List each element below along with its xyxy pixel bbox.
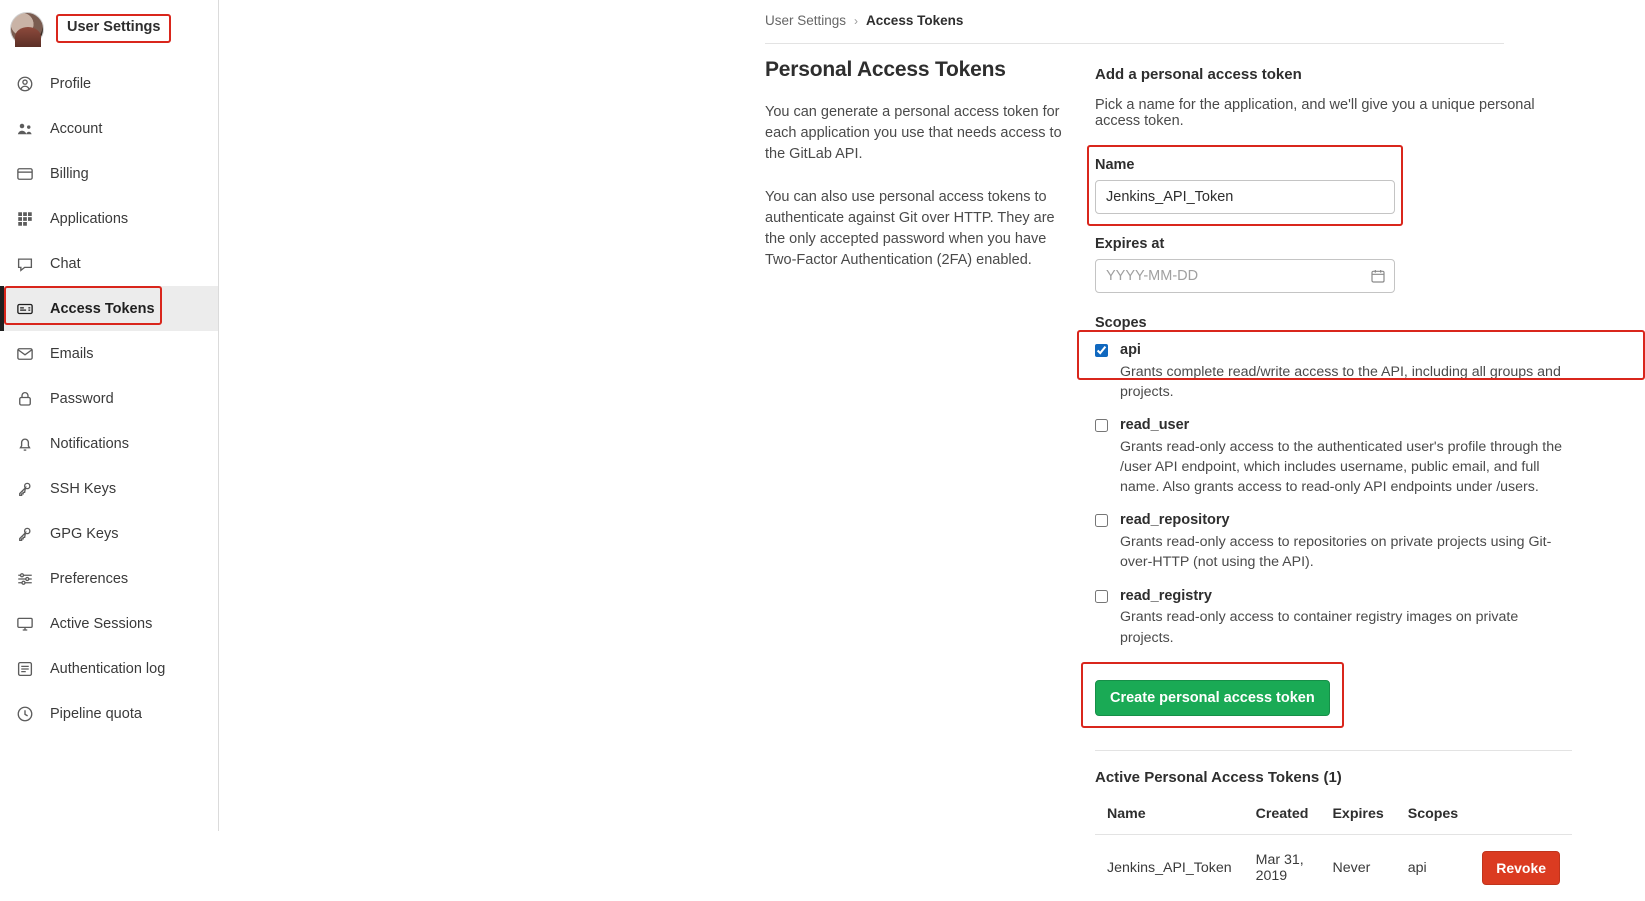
scope-row-api [1095,341,1572,402]
column-header-scopes: Scopes [1396,800,1470,835]
column-header-created: Created [1244,800,1321,835]
token-name-input[interactable] [1095,180,1395,214]
sidebar-item-label: Profile [50,75,92,92]
section-divider [1095,750,1572,751]
scope-description: Grants read-only access to container registry images on private projects. [1120,609,1519,646]
create-personal-access-token-button[interactable]: Create personal access token [1095,680,1330,716]
scope-name: read_user [1120,417,1190,434]
scope-checkbox-read-registry[interactable] [1095,590,1108,603]
sidebar-item-label: Account [50,120,103,137]
cell-token-scopes: api [1407,859,1427,876]
sidebar-item-preferences[interactable] [0,556,218,601]
sidebar-item-label: Active Sessions [50,615,153,632]
scope-checkbox-read-user[interactable] [1095,419,1108,432]
sidebar-item-label: Applications [50,210,129,227]
list-log-icon [16,660,34,678]
page-title: User Settings [56,14,171,43]
main-content [219,0,1562,884]
sidebar-item-password[interactable] [0,376,218,421]
active-tokens-title: Active Personal Access Tokens (1) [1095,768,1342,786]
scope-description: Grants complete read/write access to the API, including all groups and projects. [1120,363,1561,400]
chat-bubble-icon [16,255,34,273]
scope-name: read_repository [1120,512,1230,529]
name-field-group [1087,145,1403,224]
form-title: Add a personal access token [1095,66,1302,83]
sidebar-item-label: Preferences [50,570,129,587]
scope-checkbox-api[interactable] [1095,344,1108,357]
token-form-column [1095,58,1572,901]
intro-column [765,58,1095,901]
scopes-label: Scopes [1095,315,1147,331]
sidebar-item-label: Emails [50,345,94,362]
account-icon [16,120,34,138]
breadcrumb-current: Access Tokens [866,13,964,28]
scope-name: api [1120,342,1141,358]
sidebar-item-label: Authentication log [50,660,166,677]
key-icon [16,480,34,498]
column-header-name: Name [1095,800,1244,835]
sidebar-item-label: Password [50,390,114,407]
cell-token-expires: Never [1332,859,1371,876]
sidebar-item-gpg-keys[interactable] [0,511,218,556]
sidebar-item-label: Chat [50,255,81,272]
sidebar-item-applications[interactable] [0,196,218,241]
scope-row-read-user [1095,416,1572,497]
bell-icon [16,435,34,453]
sliders-icon [16,570,34,588]
calendar-icon[interactable] [1370,268,1386,284]
grid-apps-icon [16,210,34,228]
sidebar-item-emails[interactable] [0,331,218,376]
sidebar-item-chat[interactable] [0,241,218,286]
intro-paragraph-1: You can generate a personal access token for each application you use that needs access to the GitLab API. [765,104,1062,163]
sidebar-item-notifications[interactable] [0,421,218,466]
lock-icon [16,390,34,408]
sidebar-item-billing[interactable] [0,151,218,196]
sidebar-item-active-sessions[interactable] [0,601,218,646]
user-circle-icon [16,75,34,93]
sidebar-item-account[interactable] [0,106,218,151]
sidebar-item-label: SSH Keys [50,480,117,497]
table-header-row [1095,800,1572,835]
table-row [1095,834,1572,901]
sidebar-item-label: GPG Keys [50,525,119,542]
sidebar-item-pipeline-quota[interactable] [0,691,218,736]
chevron-right-icon: › [854,13,859,28]
sidebar-nav [0,57,218,736]
sidebar-item-label: Pipeline quota [50,705,142,722]
scope-name: read_registry [1120,587,1212,604]
expires-field-group [1095,236,1572,293]
header-divider [765,43,1504,44]
name-label: Name [1095,157,1135,173]
sidebar-item-profile[interactable] [0,61,218,106]
sidebar-item-ssh-keys[interactable] [0,466,218,511]
scope-description: Grants read-only access to repositories on private projects using Git-over-HTTP (not using the API). [1120,534,1552,571]
breadcrumb [765,13,963,28]
cell-token-actions [1470,834,1572,901]
sidebar-item-label: Access Tokens [50,300,155,317]
key-icon [16,525,34,543]
avatar[interactable] [10,12,44,46]
cell-token-name: Jenkins_API_Token [1107,859,1232,876]
active-tokens-table [1095,800,1572,901]
column-header-expires: Expires [1320,800,1395,835]
credit-card-icon [16,165,34,183]
revoke-button[interactable]: Revoke [1482,851,1560,885]
scope-description: Grants read-only access to the authenticated user's profile through the /user API endpoint, which includes username, public email, and full name. Also grants access to read-only API endpoints under /users. [1120,439,1562,496]
column-header-actions [1470,800,1572,835]
scope-row-read-registry [1095,587,1572,648]
submit-group [1081,662,1344,728]
cell-token-created: Mar 31, 2019 [1255,851,1304,884]
section-heading: Personal Access Tokens [765,58,1006,81]
expires-label: Expires at [1095,236,1165,252]
sidebar-item-access-tokens[interactable] [0,286,218,331]
token-card-icon [16,300,34,318]
intro-paragraph-2: You can also use personal access tokens to authenticate against Git over HTTP. They are the only accepted password when you have Two-Factor Authentication (2FA) enabled. [765,189,1055,269]
content-columns [765,58,1562,901]
sidebar-item-authentication-log[interactable] [0,646,218,691]
scope-row-read-repository [1095,511,1572,572]
breadcrumb-parent[interactable]: User Settings [765,13,847,28]
scopes-list [1095,341,1572,648]
expires-at-input[interactable] [1095,259,1395,293]
clock-icon [16,705,34,723]
form-subtitle: Pick a name for the application, and we'll give you a unique personal access token. [1095,97,1535,129]
sidebar-item-label: Billing [50,165,89,182]
sidebar [0,0,219,831]
sidebar-header [0,0,218,57]
monitor-icon [16,615,34,633]
envelope-icon [16,345,34,363]
scope-checkbox-read-repository[interactable] [1095,514,1108,527]
sidebar-item-label: Notifications [50,435,129,452]
